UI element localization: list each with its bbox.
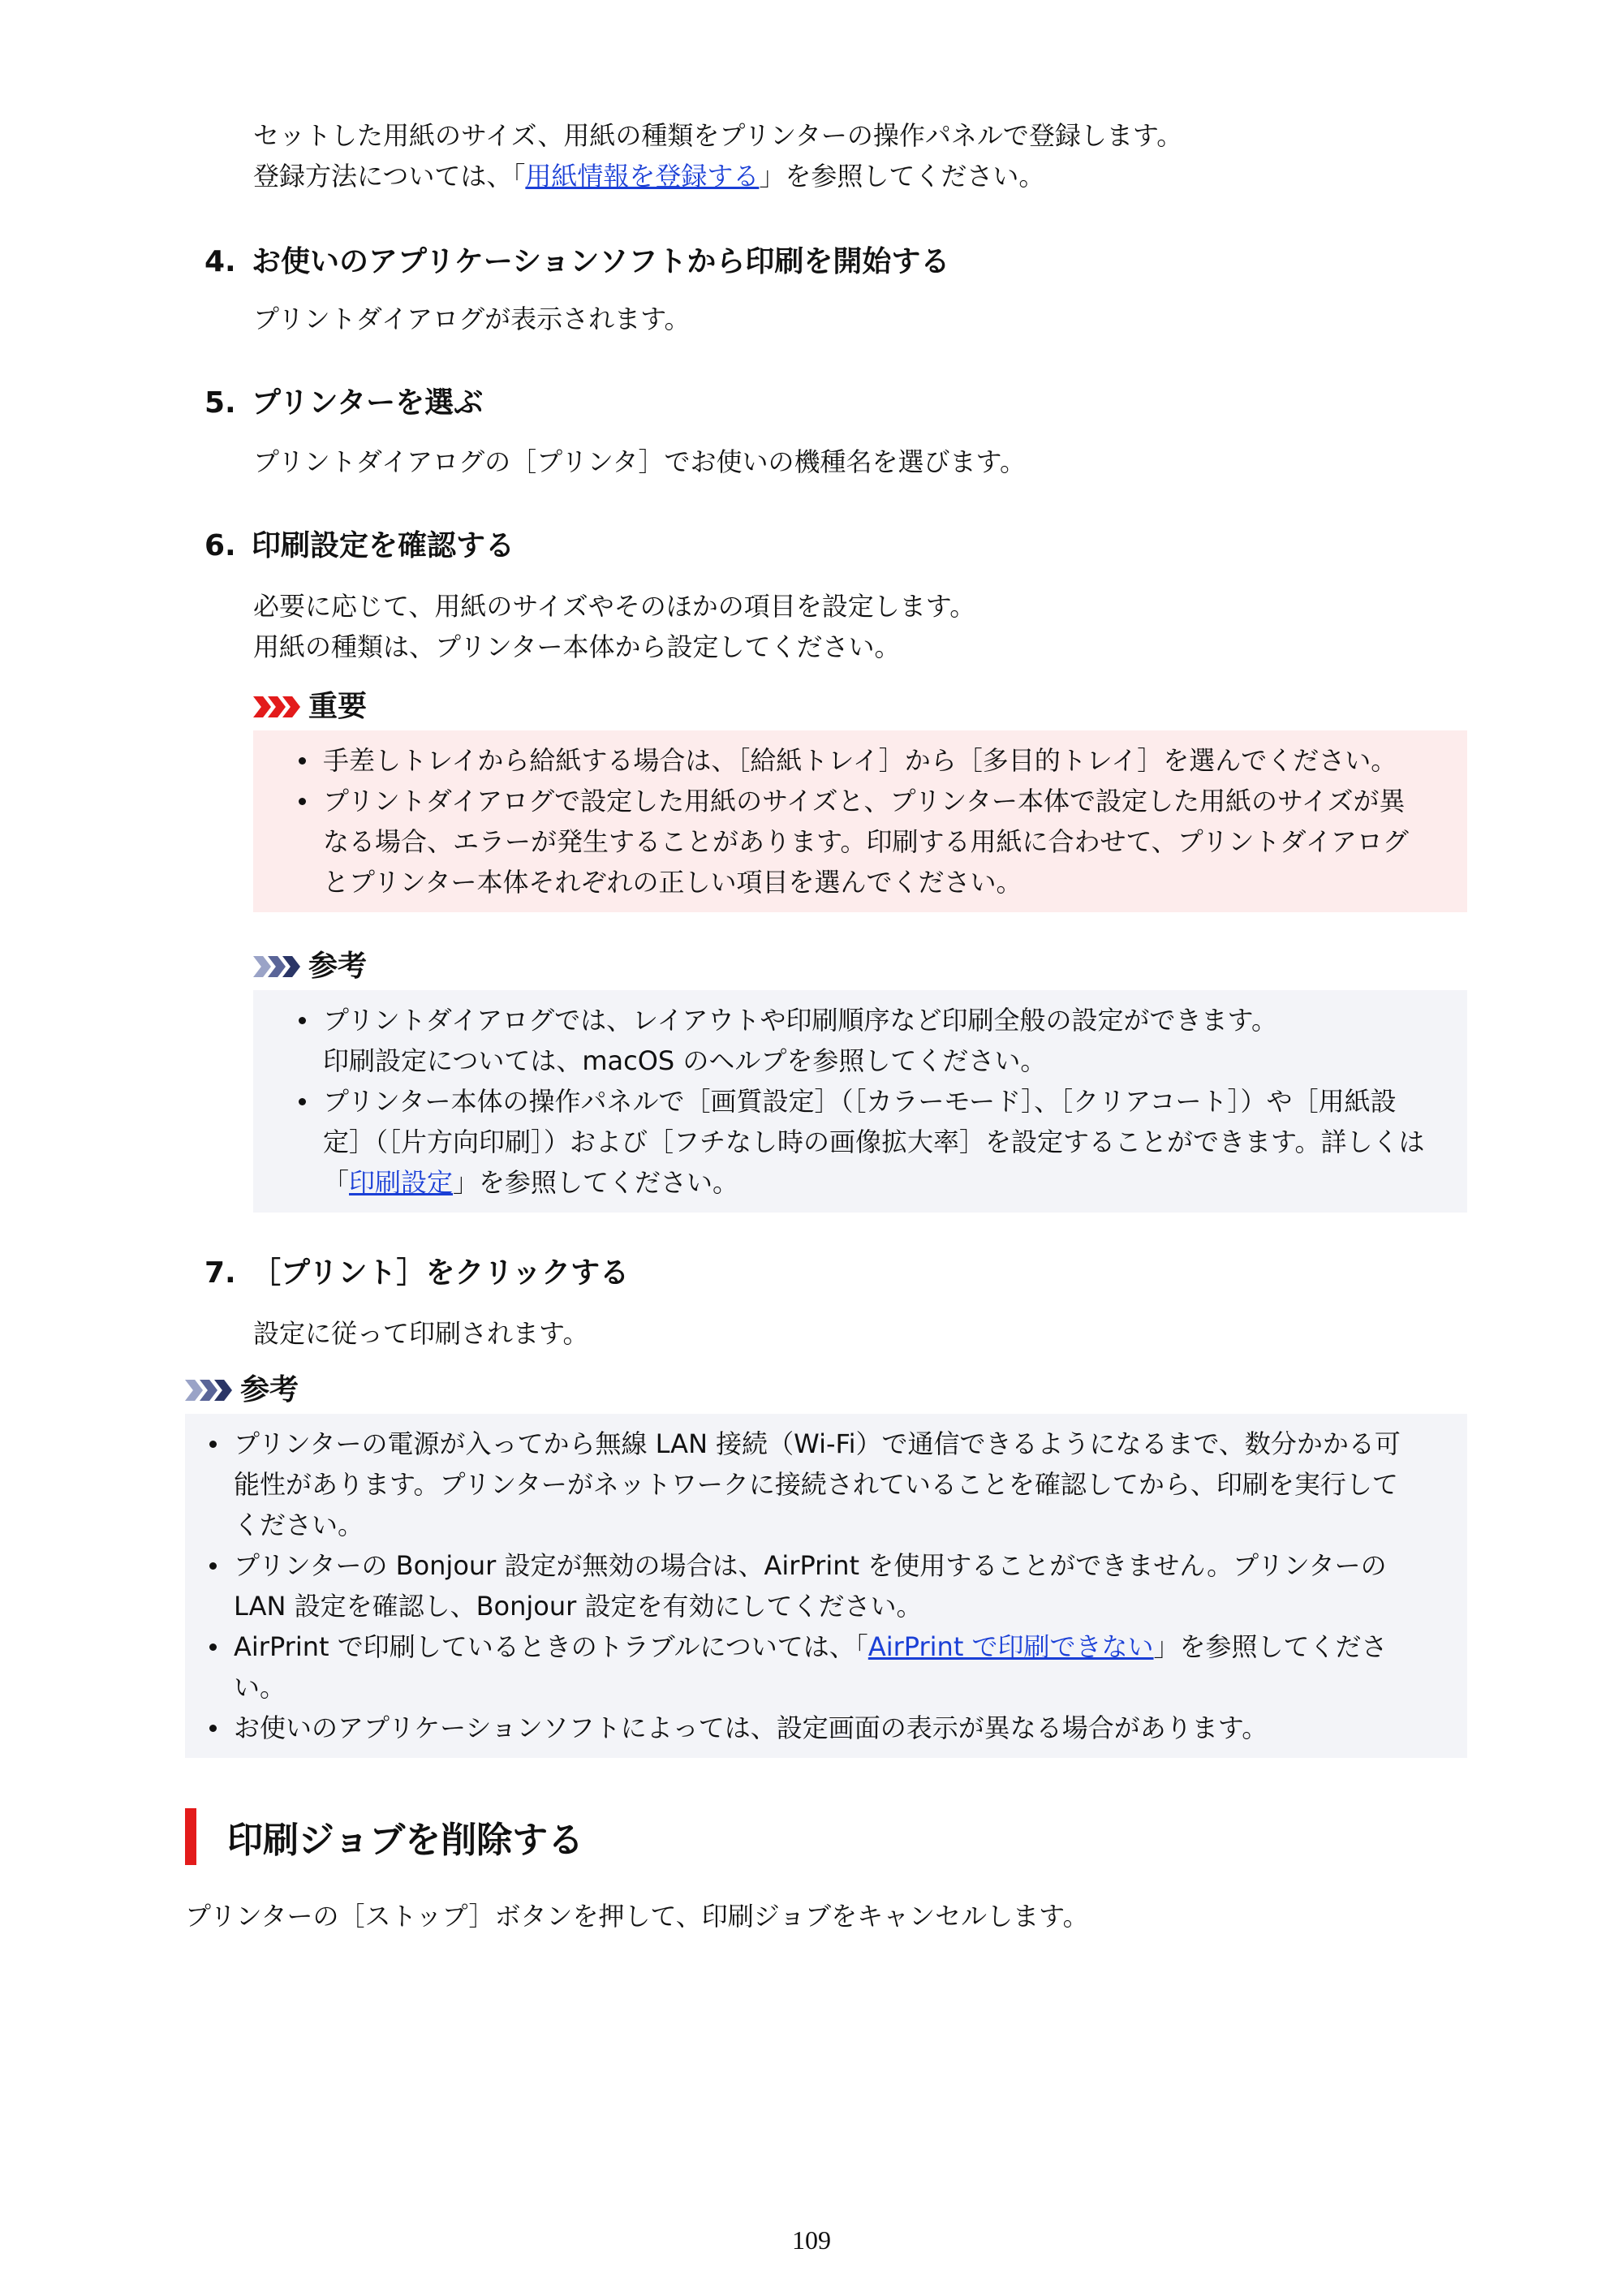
list-item: プリントダイアログでは、レイアウトや印刷順序など印刷全般の設定ができます。 印刷設定については、macOS のヘルプを参照してください。 [253, 1000, 1467, 1081]
intro-line-1: セットした用紙のサイズ、用紙の種類をプリンターの操作パネルで登録します。 [253, 120, 1183, 151]
step-body-line: プリントダイアログの［プリンタ］でお使いの機種名を選びます。 [253, 446, 1027, 477]
airprint-cannot-print-link[interactable]: AirPrint で印刷できない [867, 1631, 1154, 1662]
note-heading [253, 946, 367, 987]
intro-line-2-pre: 登録方法については、「 [253, 161, 526, 192]
step-4-body [253, 299, 1470, 339]
important-heading [253, 687, 367, 727]
step-4-heading [204, 242, 949, 282]
step-7-body [253, 1313, 1470, 1354]
step-6-body [253, 586, 1470, 667]
page-number: 109 [792, 2225, 831, 2255]
note-heading [185, 1370, 299, 1411]
step-number: 6. [204, 529, 236, 562]
step-body-line: 設定に従って印刷されます。 [253, 1318, 589, 1349]
list-item: AirPrint で印刷しているときのトラブルについては、「AirPrint で印刷できない」を参照してくださ い。 [185, 1626, 1467, 1708]
step-title: プリンターを選ぶ [252, 386, 484, 420]
step-number: 4. [204, 245, 236, 278]
list-item: 手差しトレイから給紙する場合は、［給紙トレイ］から［多目的トレイ］を選んでください。 [253, 740, 1467, 781]
intro-text [253, 115, 1470, 196]
step-title: ［プリント］をクリックする [252, 1256, 630, 1290]
note-box [185, 1414, 1467, 1758]
step-title: 印刷設定を確認する [252, 529, 515, 562]
section-body: プリンターの［ストップ］ボタンを押して、印刷ジョブをキャンセルします。 [185, 1901, 1089, 1932]
step-body-line: プリントダイアログが表示されます。 [253, 304, 691, 334]
step-body-line: 用紙の種類は、プリンター本体から設定してください。 [253, 631, 901, 662]
important-label: 重要 [308, 690, 368, 723]
step-number: 7. [204, 1256, 236, 1290]
step-6-heading [204, 526, 514, 566]
paper-info-register-link[interactable]: 用紙情報を登録する [525, 161, 760, 192]
section-title: 印刷ジョブを削除する [227, 1820, 584, 1861]
list-item: プリンターの電源が入ってから無線 LAN 接続（Wi-Fi）で通信できるようになるまで、数分かかる可 能性があります。プリンターがネットワークに接続されていることを確認してから、印刷を実行して ください。 [185, 1424, 1467, 1545]
important-icon [253, 696, 297, 717]
step-7-heading [204, 1253, 629, 1294]
note-label: 参考 [308, 950, 368, 983]
list-item: プリントダイアログで設定した用紙のサイズと、プリンター本体で設定した用紙のサイズが異 なる場合、エラーが発生することがあります。印刷する用紙に合わせて、プリントダイアログ とプリンター本体それぞれの正しい項目を選んでください。 [253, 781, 1467, 902]
list-item: プリンターの Bonjour 設定が無効の場合は、AirPrint を使用することができません。プリンターの LAN 設定を確認し、Bonjour 設定を有効にしてください。 [185, 1545, 1467, 1626]
intro-line-2-post: 」を参照してください。 [759, 161, 1045, 192]
note-label: 参考 [240, 1373, 299, 1406]
section-bar [185, 1808, 196, 1865]
step-number: 5. [204, 386, 236, 420]
important-box [253, 730, 1467, 912]
print-settings-link[interactable]: 印刷設定 [349, 1167, 454, 1198]
step-title: お使いのアプリケーションソフトから印刷を開始する [252, 245, 950, 278]
section-heading [185, 1808, 583, 1865]
note-box [253, 990, 1467, 1213]
list-item: お使いのアプリケーションソフトによっては、設定画面の表示が異なる場合があります。 [185, 1708, 1467, 1748]
step-body-line: 必要に応じて、用紙のサイズやそのほかの項目を設定します。 [253, 591, 976, 622]
note-icon [253, 956, 297, 977]
step-5-body [253, 442, 1470, 482]
note-icon [185, 1380, 229, 1401]
step-5-heading [204, 383, 483, 424]
intro-line-2 [253, 156, 1470, 196]
list-item: プリンター本体の操作パネルで［画質設定］（［カラーモード］、［クリアコート］）や［用紙設 定］（［片方向印刷］）および［フチなし時の画像拡大率］を設定することができます。詳しくは 「印刷設定」を参照してください。 [253, 1081, 1467, 1203]
